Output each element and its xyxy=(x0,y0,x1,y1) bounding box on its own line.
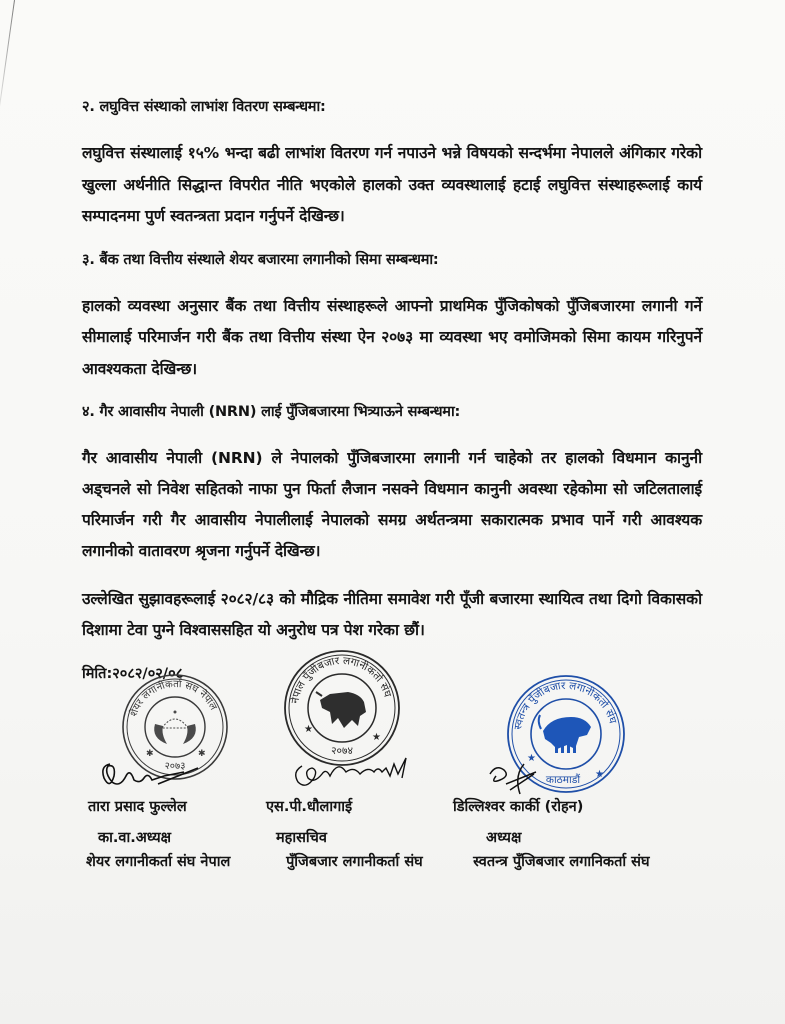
paper-fold-line xyxy=(0,0,15,129)
hands-emblem-icon xyxy=(154,711,196,745)
bull-emblem-icon xyxy=(539,715,591,753)
section-heading: ४. गैर आवासीय नेपाली (NRN) लाई पुँजिबजारमा भित्र्याऊने सम्बन्धमा: xyxy=(82,404,461,420)
section-3 xyxy=(82,250,702,386)
organizations-row xyxy=(86,852,650,872)
stamp-year: २०७४ xyxy=(331,745,353,757)
signatory-title: अध्यक्ष xyxy=(486,830,522,846)
star-icon: ★ xyxy=(595,769,604,780)
signatory-title: का.वा.अध्यक्ष xyxy=(98,830,172,846)
section-2 xyxy=(82,97,702,233)
section-paragraph: गैर आवासीय नेपाली (NRN) ले नेपालको पुँजिबजारमा लगानी गर्न चाहेको तर हालको विधमान कानुनी अड्चनले सो निवेश सहितको नाफा पुन फिर्ता लैजान नसक्ने विधमान कानुनी अवस्था रहेकोमा सो जटिलतालाई परिमार्जन गरी गैर आवासीय नेपालीलाई नेपालको समग्र अर्थतन्त्रमा सकारात्मक प्रभाव पार्ने गरी आवश्यक लगानीको वातावरण श्रृजना गर्नुपर्ने देखिन्छ। xyxy=(82,449,702,560)
star-icon: ✱ xyxy=(146,749,154,759)
stamp-ring-text: शेयर लगानीकर्ता संघ नेपाल xyxy=(128,678,219,719)
signature-1 xyxy=(96,756,216,796)
signatory-organization: स्वतन्त्र पुँजिबजार लगानिकर्ता संघ xyxy=(473,854,650,870)
signatory-title: महासचिव xyxy=(276,830,327,846)
signatory-organization: पुँजिबजार लगानीकर्ता संघ xyxy=(286,854,423,870)
section-paragraph: हालको व्यवस्था अनुसार बैंक तथा वित्तीय संस्थाहरूले आफ्नो प्राथमिक पुँजिकोषको पुँजिबजारमा लगानी गर्ने सीमालाई परिमार्जन गरी बैंक तथा वित्तीय संस्था ऐन २०७३ मा व्यवस्था भए वमोजिमको सिमा कायम गरिनुपर्ने आवश्यकता देखिन्छ। xyxy=(82,296,702,378)
signature-2 xyxy=(288,752,438,792)
star-icon: ★ xyxy=(372,732,381,743)
signatory-name: डिल्लिश्वर कार्की (रोहन) xyxy=(453,799,584,815)
bull-emblem-icon xyxy=(316,692,366,728)
section-heading: २. लघुवित्त संस्थाको लाभांश वितरण सम्बन्धमा: xyxy=(82,99,326,115)
stamp-year: २०७३ xyxy=(164,761,186,772)
signatory-name: एस.पी.धौलागाई xyxy=(266,799,353,815)
document-date: मिति:२०८२/०२/०८ xyxy=(82,666,184,682)
document-body xyxy=(82,97,702,683)
closing-paragraph: उल्लेखित सुझावहरूलाई २०८२/८३ को मौद्रिक नीतिमा समावेश गरी पूँजी बजारमा स्थायित्व तथा दिगो विकासको दिशामा टेवा पुग्ने विश्वाससहित यो अनुरोध पत्र पेश गरेका छौं। xyxy=(82,590,702,639)
star-icon: ★ xyxy=(304,724,313,735)
stamp-ring-text: स्वतन्त्र पुँजीबजार लगानीकर्ता संघ xyxy=(512,679,619,731)
section-paragraph: लघुवित्त संस्थालाई १५% भन्दा बढी लाभांश वितरण गर्न नपाउने भन्ने विषयको सन्दर्भमा नेपालले अंगिकार गरेको खुल्ला अर्थनीति सिद्धान्त विपरीत नीति भएकोले हालको उक्त व्यवस्थालाई हटाई लघुवित्त संस्थाहरूलाई कार्य सम्पादनमा पुर्ण स्वतन्त्रता प्रदान गर्नुपर्ने देखिन्छ। xyxy=(82,144,702,225)
star-icon: ★ xyxy=(527,753,536,764)
star-icon: ✱ xyxy=(198,749,206,759)
signature-3 xyxy=(482,760,542,802)
section-4 xyxy=(82,402,702,567)
stamp-ring-text: नेपाल पुँजीबजार लगानीकर्ता संघ xyxy=(289,654,394,705)
stamp-location: काठमाडौं xyxy=(545,774,581,786)
stamp-nepal-capital-market-investors xyxy=(282,648,402,768)
signatory-name: तारा प्रसाद फुल्लेल xyxy=(88,799,187,815)
section-heading: ३. बैंक तथा वित्तीय संस्थाले शेयर बजारमा लगानीको सिमा सम्बन्धमा: xyxy=(82,251,439,268)
signatory-organization: शेयर लगानीकर्ता संघ नेपाल xyxy=(86,854,231,870)
